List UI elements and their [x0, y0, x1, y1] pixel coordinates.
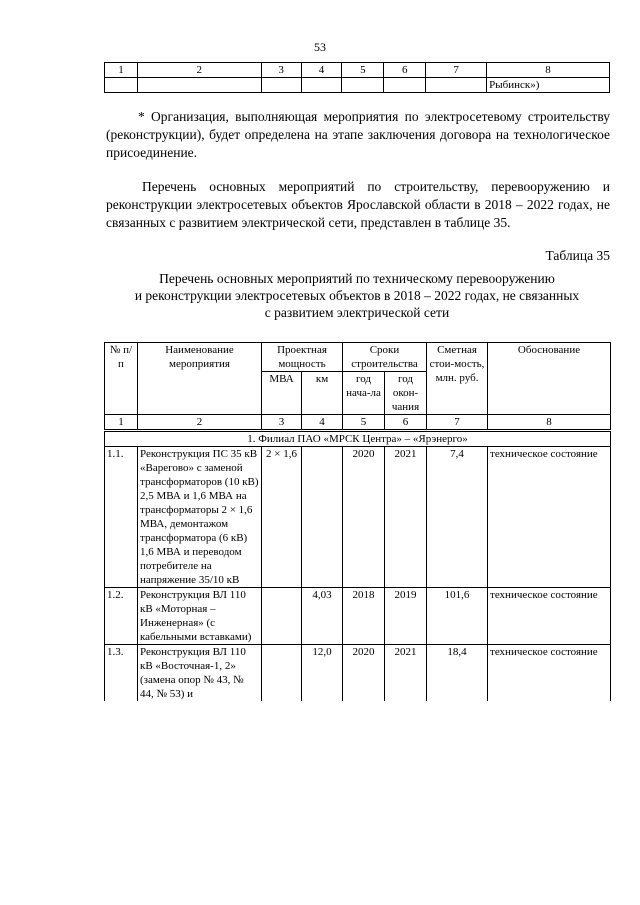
row-start: 2018 — [343, 588, 385, 645]
row-km — [302, 447, 343, 588]
caption-line: Перечень основных мероприятий по техническому перевооружению — [159, 271, 555, 286]
row-reason: техническое состояние — [488, 447, 611, 588]
header-end: год окон-чания — [385, 372, 427, 415]
col-number: 3 — [261, 63, 301, 78]
col-number: 2 — [137, 63, 261, 78]
table-cell: Рыбинск») — [487, 78, 610, 93]
col-number: 4 — [301, 63, 342, 78]
header-start: год нача-ла — [343, 372, 385, 415]
table-cell — [426, 78, 487, 93]
header-reason: Обоснование — [488, 343, 611, 415]
continuation-col-numbers — [105, 63, 610, 78]
header-name: Наименование мероприятия — [138, 343, 262, 415]
row-num: 1.2. — [105, 588, 138, 645]
row-km: 12,0 — [302, 645, 343, 702]
footnote: * Организация, выполняющая мероприятия по электросетевому строительству (реконструкции), будет определена на этапе заключения договора на технологическое присоединение. — [106, 109, 610, 160]
col-number: 8 — [488, 415, 611, 431]
row-reason: техническое состояние — [488, 588, 611, 645]
col-number: 1 — [105, 415, 138, 431]
col-number: 4 — [302, 415, 343, 431]
row-end: 2021 — [385, 645, 427, 702]
measures-table — [104, 342, 611, 701]
table-caption — [104, 270, 610, 321]
caption-line: и реконструкции электросетевых объектов в 2018 – 2022 годах, не связанных — [134, 288, 580, 303]
col-number: 6 — [384, 63, 426, 78]
intro-paragraph: Перечень основных мероприятий по строительству, перевооружению и реконструкции электросетевых объектов Ярославской области в 2018 – 2022 годах, не связанных с развитием электрической сети, представлен в таблице 35. — [106, 179, 610, 230]
row-end: 2019 — [385, 588, 427, 645]
row-cost: 7,4 — [427, 447, 488, 588]
row-num: 1.1. — [105, 447, 138, 588]
header-mva: МВА — [262, 372, 302, 415]
header-num: № п/п — [105, 343, 138, 415]
row-start: 2020 — [343, 645, 385, 702]
row-start: 2020 — [343, 447, 385, 588]
table-row — [105, 645, 611, 702]
continuation-table — [104, 62, 610, 93]
header-terms: Сроки строительства — [343, 343, 427, 372]
col-number: 7 — [427, 415, 488, 431]
col-number: 1 — [105, 63, 138, 78]
table-cell — [105, 78, 138, 93]
caption-line: с развитием электрической сети — [264, 305, 450, 320]
row-end: 2021 — [385, 447, 427, 588]
header-km: км — [302, 372, 343, 415]
branch-row — [105, 431, 611, 447]
col-number: 6 — [385, 415, 427, 431]
table-cell — [137, 78, 261, 93]
col-number: 5 — [343, 415, 385, 431]
row-name: Реконструкция ВЛ 110 кВ «Моторная – Инженерная» (с кабельными вставками) — [138, 588, 262, 645]
table-cell — [342, 78, 384, 93]
row-num: 1.3. — [105, 645, 138, 702]
row-mva: 2 × 1,6 — [262, 447, 302, 588]
table-cell — [261, 78, 301, 93]
row-km: 4,03 — [302, 588, 343, 645]
col-number: 8 — [487, 63, 610, 78]
page-number: 53 — [314, 40, 326, 54]
row-cost: 18,4 — [427, 645, 488, 702]
row-name: Реконструкция ВЛ 110 кВ «Восточная-1, 2» (замена опор № 43, № 44, № 53) и — [138, 645, 262, 702]
table-cell — [301, 78, 342, 93]
table-header-row — [105, 343, 611, 372]
row-mva — [262, 645, 302, 702]
row-reason: техническое состояние — [488, 645, 611, 702]
branch-title: 1. Филиал ПАО «МРСК Центра» – «Ярэнерго» — [105, 431, 611, 447]
table-row — [105, 588, 611, 645]
table-cell — [384, 78, 426, 93]
table-row — [105, 447, 611, 588]
row-name: Реконструкция ПС 35 кВ «Варегово» с заменой трансформаторов (10 кВ) 2,5 МВА и 1,6 МВА на трансформаторы 2 × 1,6 МВА, демонтажом трансформатора (6 кВ) 1,6 МВА и переводом потребителе на напряжение 35/10 кВ — [138, 447, 262, 588]
col-number: 5 — [342, 63, 384, 78]
header-cost: Сметная стои-мость, млн. руб. — [427, 343, 488, 415]
row-cost: 101,6 — [427, 588, 488, 645]
col-number: 7 — [426, 63, 487, 78]
table-label: Таблица 35 — [545, 248, 610, 263]
row-mva — [262, 588, 302, 645]
col-number: 3 — [262, 415, 302, 431]
column-numbers-row — [105, 415, 611, 431]
continuation-row — [105, 78, 610, 93]
col-number: 2 — [138, 415, 262, 431]
header-capacity: Проектная мощность — [262, 343, 343, 372]
